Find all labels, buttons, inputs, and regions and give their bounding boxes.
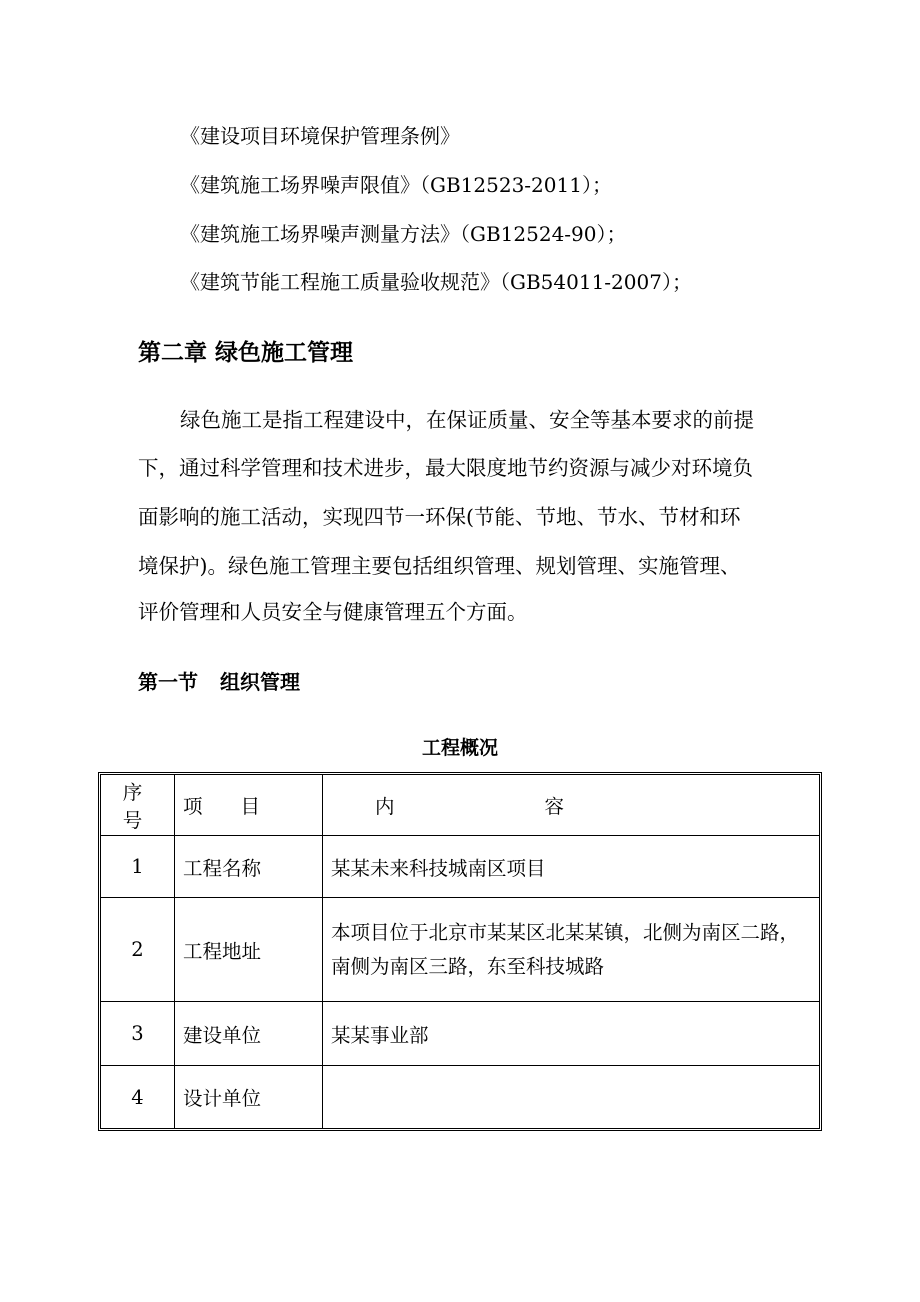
table-row — [101, 1066, 819, 1128]
section-title: 组织管理 — [220, 670, 300, 694]
cell-content — [323, 1066, 819, 1128]
table-header-row — [101, 775, 819, 836]
table-title: 工程概况 — [421, 737, 498, 759]
table-row — [101, 1002, 819, 1066]
chapter-title: 第二章 绿色施工管理 — [138, 340, 354, 366]
cell-content: 某某未来科技城南区项目 — [323, 836, 819, 898]
cell-no: 3 — [101, 1002, 175, 1066]
table-row — [101, 836, 819, 898]
paragraph-line: 面影响的施工活动，实现四节一环保(节能、节地、节水、节材和环 — [138, 505, 741, 529]
cell-item: 工程名称 — [175, 836, 323, 898]
cell-item: 工程地址 — [175, 898, 323, 1002]
paragraph-line: 下，通过科学管理和技术进步，最大限度地节约资源与减少对环境负 — [138, 456, 753, 480]
cell-content: 本项目位于北京市某某区北某某镇，北侧为南区二路，南侧为南区三路，东至科技城路 — [323, 898, 819, 1002]
paragraph-line: 绿色施工是指工程建设中，在保证质量、安全等基本要求的前提 — [180, 408, 754, 432]
header-content: 内容 — [323, 775, 819, 836]
reference-line: 《建筑节能工程施工质量验收规范》（GB54011-2007）； — [180, 270, 692, 294]
section-heading — [138, 666, 300, 695]
paragraph-line: 境保护)。绿色施工管理主要包括组织管理、规划管理、实施管理、 — [138, 554, 741, 578]
header-no: 序号 — [101, 775, 175, 836]
reference-line: 《建设项目环境保护管理条例》 — [180, 124, 460, 148]
cell-item: 建设单位 — [175, 1002, 323, 1066]
cell-item: 设计单位 — [175, 1066, 323, 1128]
section-number: 第一节 — [138, 670, 198, 694]
table-row — [101, 898, 819, 1002]
cell-no: 1 — [101, 836, 175, 898]
cell-no: 2 — [101, 898, 175, 1002]
project-overview-table — [98, 772, 822, 1131]
cell-content: 某某事业部 — [323, 1002, 819, 1066]
reference-line: 《建筑施工场界噪声测量方法》（GB12524-90）； — [180, 222, 627, 246]
paragraph-line: 评价管理和人员安全与健康管理五个方面。 — [138, 600, 528, 624]
header-item: 项目 — [175, 775, 323, 836]
reference-line: 《建筑施工场界噪声限值》（GB12523-2011）； — [180, 173, 612, 197]
cell-no: 4 — [101, 1066, 175, 1128]
